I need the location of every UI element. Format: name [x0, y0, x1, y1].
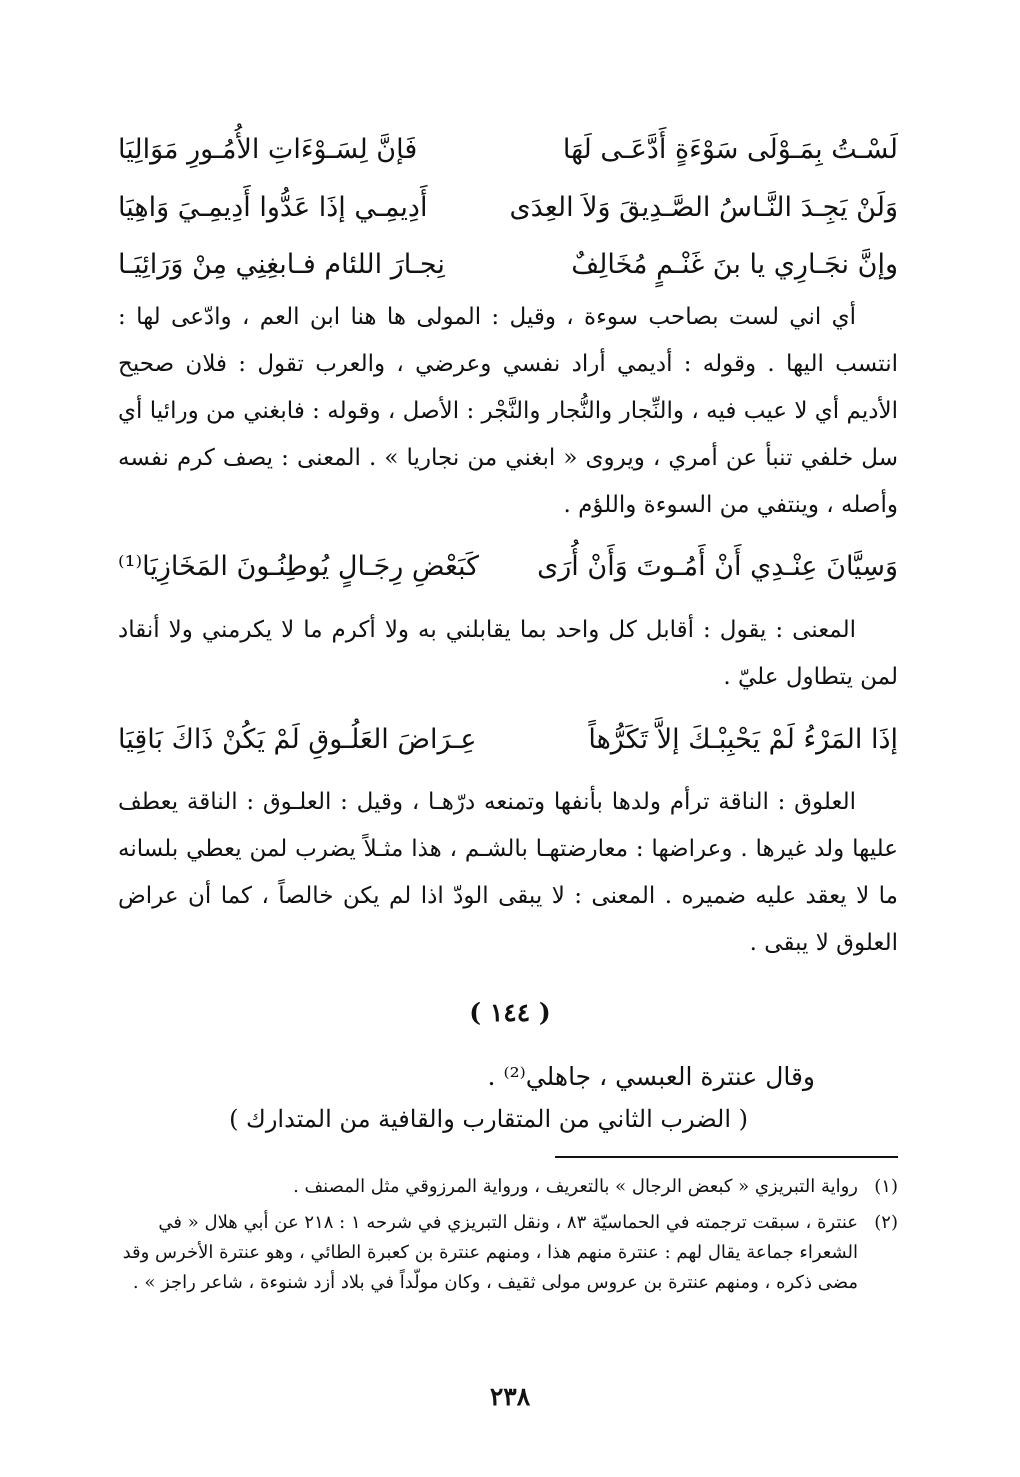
- verse-5-second-hemistich: عِـرَاضَ العَلُـوقِ لَمْ يَكُنْ ذَاكَ بَاقِيَا: [118, 724, 477, 755]
- poem-intro: وقال عنترة العبسي ، جاهلي⁽²⁾ .: [487, 1062, 815, 1091]
- verse-3: [118, 243, 898, 287]
- verse-4-first-hemistich: وَسِيَّانَ عِنْـدِي أَنْ أَمُـوتَ وَأَنْ أُرَى: [537, 551, 898, 582]
- verse-4-second-hemistich: كَبَعْضِ رِجَـالٍ يُوطِنُـونَ المَخَازِيَا⁽¹⁾: [118, 551, 479, 582]
- footnote-1: [118, 1172, 898, 1202]
- commentary-3: العلوق : الناقة ترأم ولدها بأنفها وتمنعه درّهـا ، وقيل : العلـوق : الناقة يعطف عليها ولد غيرها . وعراضها : معارضتهـا بالشـم ، هذا مثـلاً يضرب لمن يعطي بلسانه ما لا يعقد عليه ضميره . المعنى : لا يبقى الودّ اذا لم يكن خالصاً ، كما أن عراض العلوق لا يبقى .: [118, 789, 898, 956]
- footnote-2-text: عنترة ، سبقت ترجمته في الحماسيّة ٨٣ ، ونقل التبريزي في شرحه ١ : ٢١٨ عن أبي هلال « في الشعراء جماعة يقال لهم : عنترة منهم هذا ، ومنهم عنترة بن كعبرة الطائي ، وهو عنترة الأخرس وقد مضى ذكره ، ومنهم عنترة بن عروس مولى ثقيف ، وكان مولّداً في بلاد أزد شنوءة ، شاعر راجز » .: [122, 1212, 858, 1293]
- verse-5-first-hemistich: إذَا المَرْءُ لَمْ يَحْبِبْـكَ إلاَّ تَكَرُّهاً: [588, 724, 898, 755]
- verse-2-first-hemistich: وَلَنْ يَجِـدَ النَّـاسُ الصَّـدِيقَ وَلاَ العِدَى: [509, 192, 898, 223]
- footnote-divider: [555, 1156, 898, 1158]
- verse-3-first-hemistich: وإنَّ نجَـارِي يا بنَ غَنْـمٍ مُخَالِفٌ: [571, 249, 898, 280]
- poem-number: ( ١٤٤ ): [469, 998, 551, 1027]
- poem-meter: ( الضرب الثاني من المتقارب والقافية من المتدارك ): [229, 1105, 748, 1133]
- footnote-2: [118, 1208, 898, 1298]
- commentary-1: أي اني لست بصاحب سوءة ، وقيل : المولى ها هنا ابن العم ، وادّعى لها : انتسب اليها . وقوله : أديمي أراد نفسي وعرضي ، والعرب تقول : فلان صحيح الأديم أي لا عيب فيه ، والنِّجار والنُّجار والنَّجْر : الأصل ، وقوله : فابغني من ورائيا أي سل خلفي تنبأ عن أمري ، ويروى « ابغني من نجاريا » . المعنى : يصف كرم نفسه وأصله ، وينتفي من السوءة واللؤم .: [118, 304, 898, 518]
- verse-1-second-hemistich: فَإنَّ لِسَـوْءَاتِ الأُمُـورِ مَوَالِيَا: [118, 134, 418, 165]
- verse-2-second-hemistich: أَدِيمِـي إذَا عَدُّوا أَدِيمِـيَ وَاهِيَا: [118, 192, 428, 223]
- verse-2: [118, 186, 898, 230]
- footnote-2-mark: (٢): [874, 1212, 898, 1233]
- footnote-1-text: رواية التبريزي « كبعض الرجال » بالتعريف ، ورواية المرزوقي مثل المصنف .: [293, 1176, 858, 1197]
- verse-1: [118, 128, 898, 172]
- verse-3-second-hemistich: نِجـارَ اللئام فـابغِنِي مِنْ وَرَائِيَـا: [118, 249, 445, 280]
- verse-4: [118, 545, 898, 589]
- commentary-2: المعنى : يقول : أقابل كل واحد بما يقابلني به ولا أكرم ما لا يكرمني ولا أنقاد لمن يتطاول عليّ .: [118, 617, 898, 690]
- verse-1-first-hemistich: لَسْـتُ بِمَـوْلَى سَوْءَةٍ أَدَّعَـى لَهَا: [562, 134, 898, 165]
- page-number: ٢٣٨: [489, 1382, 531, 1411]
- footnote-1-mark: (١): [874, 1176, 898, 1197]
- verse-5: [118, 718, 898, 762]
